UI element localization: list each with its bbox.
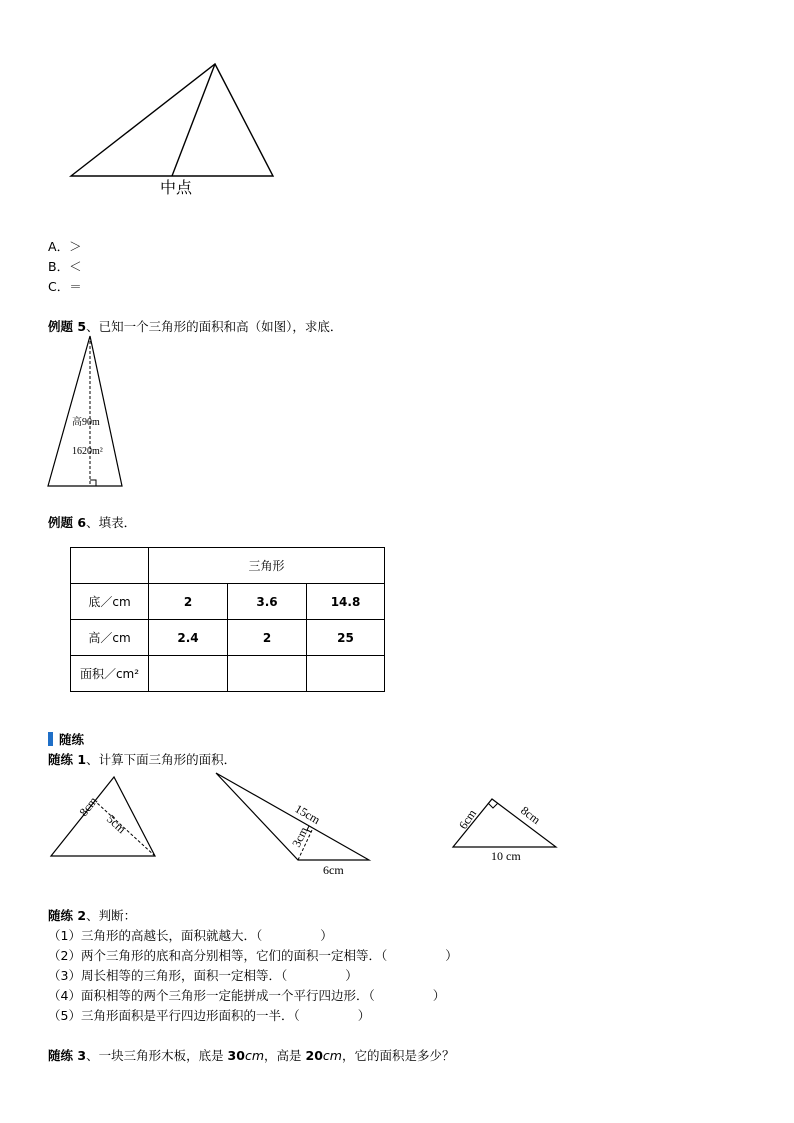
practice-3-heading: 随练 3、一块三角形木板，底是 30cm，高是 20cm，它的面积是多少？ — [48, 1048, 455, 1063]
midpoint-label: 中点 — [160, 180, 193, 197]
triangle-1-shape — [51, 777, 155, 856]
table-cell: 2.4 — [149, 620, 228, 656]
table-cell: 3.6 — [228, 584, 307, 620]
big-triangle — [71, 64, 273, 176]
tall-triangle-figure — [44, 330, 134, 492]
practice-1-heading — [48, 752, 236, 768]
judge-item-4: （4）面积相等的两个三角形一定能拼成一个平行四边形．（ ） — [48, 988, 446, 1003]
table-corner-cell — [71, 548, 149, 584]
practice-1-triangle-2 — [208, 768, 378, 878]
option-b[interactable]: B．＜ — [48, 259, 82, 274]
answer-cell[interactable] — [307, 656, 385, 692]
triangle-3-left-label: 6cm — [455, 806, 480, 832]
row-label: 底／cm — [71, 584, 149, 620]
area-label: 1620m² — [72, 446, 103, 457]
table-row — [71, 656, 385, 692]
practice-2-text: 、判断： — [86, 908, 137, 923]
example-6-text: 、填表． — [86, 515, 137, 530]
right-angle-mark — [90, 480, 96, 486]
table-header-row — [71, 548, 385, 584]
example-5-text: 、已知一个三角形的面积和高（如图），求底． — [86, 319, 343, 334]
judge-item-2: （2）两个三角形的底和高分别相等，它们的面积一定相等．（ ） — [48, 948, 458, 963]
judge-item-5: （5）三角形面积是平行四边形面积的一半．（ ） — [48, 1008, 371, 1023]
row-label: 面积／cm² — [71, 656, 149, 692]
practice-1-text: 、计算下面三角形的面积． — [86, 752, 237, 767]
practice-2-prefix: 随练 2 — [48, 908, 87, 923]
triangle-1-side-label: 8cm — [76, 793, 101, 819]
triangle-3-base-label: 10 cm — [491, 849, 521, 863]
answer-cell[interactable] — [228, 656, 307, 692]
fill-table — [70, 547, 385, 692]
answer-cell[interactable] — [149, 656, 228, 692]
example-6-prefix: 例题 6 — [48, 515, 87, 530]
table-row — [71, 620, 385, 656]
triangle-2-base-label: 6cm — [323, 863, 344, 877]
triangle-2-shape — [216, 773, 369, 860]
table-header-cell: 三角形 — [149, 548, 385, 584]
table-cell: 25 — [307, 620, 385, 656]
triangle-3-right-angle — [488, 803, 498, 808]
tall-triangle — [48, 336, 122, 486]
practice-section-title: 随练 — [48, 732, 84, 748]
practice-2-heading — [48, 908, 136, 924]
table-cell: 14.8 — [307, 584, 385, 620]
example-6-heading — [48, 515, 136, 531]
practice-1-triangle-1 — [45, 772, 170, 864]
table-cell: 2 — [228, 620, 307, 656]
option-c[interactable]: C．＝ — [48, 279, 82, 294]
table-cell: 2 — [149, 584, 228, 620]
triangle-3-right-label: 8cm — [518, 803, 544, 827]
practice-1-triangle-3 — [445, 790, 565, 865]
practice-1-prefix: 随练 1 — [48, 752, 87, 767]
triangle-2-height-label: 3cm — [289, 824, 311, 850]
practice-3-prefix: 随练 3 — [48, 1048, 87, 1063]
table-row — [71, 584, 385, 620]
example-5-prefix: 例题 5 — [48, 319, 87, 334]
height-label: 高90m — [72, 417, 100, 428]
triangle-2-side-label: 15cm — [292, 801, 323, 827]
judge-item-3: （3）周长相等的三角形，面积一定相等．（ ） — [48, 968, 358, 983]
triangle-1-height-label: 5cm — [103, 811, 129, 837]
option-a[interactable]: A．＞ — [48, 239, 82, 254]
section-bar-icon — [48, 732, 53, 746]
median-triangle-figure — [60, 55, 290, 205]
judge-item-1: （1）三角形的高越长，面积就越大．（ ） — [48, 928, 333, 943]
row-label: 高／cm — [71, 620, 149, 656]
